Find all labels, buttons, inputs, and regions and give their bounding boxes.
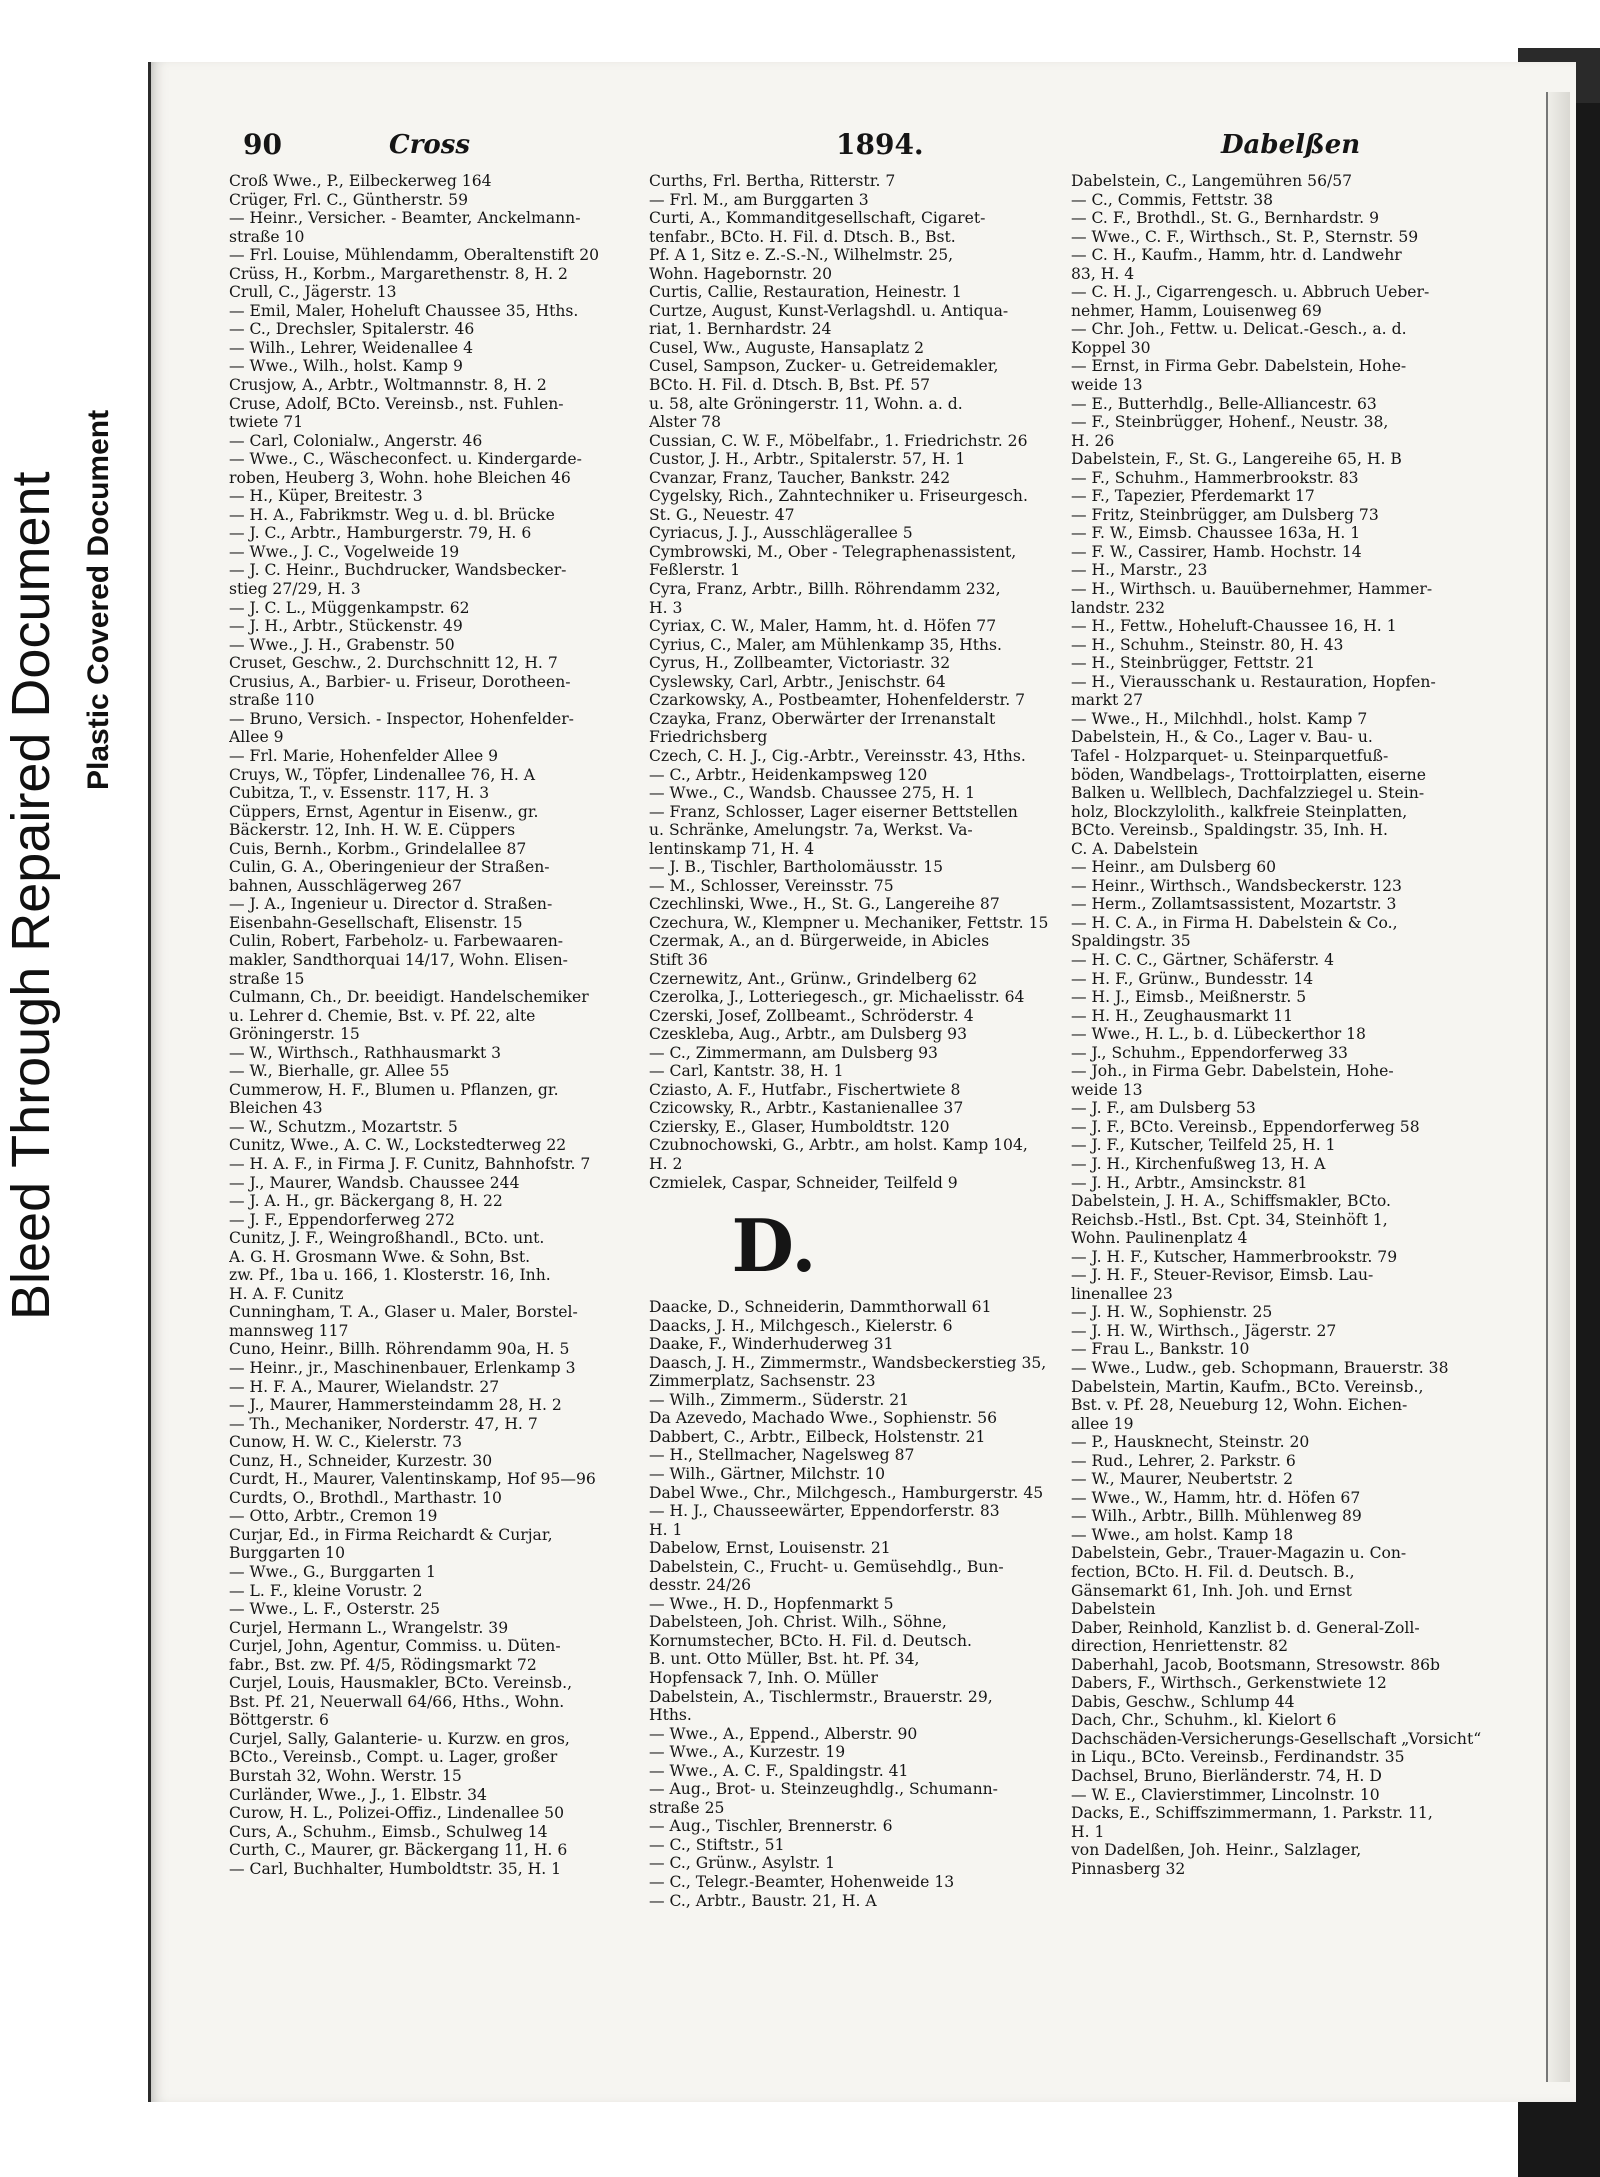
directory-entry-line: Dachschäden-Versicherungs-Gesellschaft „Vorsicht“ [1071,1729,1482,1748]
directory-entry-line: — C., Drechsler, Spitalerstr. 46 [229,320,475,339]
directory-entry-line: — W., Bierhalle, gr. Allee 55 [229,1062,450,1081]
directory-entry-line: — H., Fettw., Hoheluft-Chaussee 16, H. 1 [1071,617,1397,636]
directory-entry-line: Dabelstein, Martin, Kaufm., BCto. Vereinsb., [1071,1377,1424,1396]
directory-entry-line: BCto., Vereinsb., Compt. u. Lager, großer [229,1748,558,1767]
directory-entry-line: Dabelstein [1071,1600,1156,1619]
directory-entry-line: mannsweg 117 [229,1321,349,1340]
directory-entry-line: — Otto, Arbtr., Cremon 19 [229,1507,438,1526]
directory-entry-line: nehmer, Hamm, Louisenweg 69 [1071,301,1322,320]
directory-entry-line: — Wwe., C., Wäscheconfect. u. Kindergarde- [229,450,582,469]
directory-entry-line: — J., Schuhm., Eppendorferweg 33 [1071,1043,1348,1062]
directory-entry-line: — Bruno, Versich. - Inspector, Hohenfelder- [229,709,574,728]
directory-entry-line: Friedrichsberg [649,728,768,747]
directory-entry-line: Cusel, Sampson, Zucker- u. Getreidemakler, [649,357,999,376]
directory-entry-line: — F. W., Cassirer, Hamb. Hochstr. 14 [1071,542,1362,561]
directory-entry-line: — Chr. Joh., Fettw. u. Delicat.-Gesch., a. d. [1071,320,1407,339]
directory-entry-line: Curtis, Callie, Restauration, Heinestr. 1 [649,283,962,302]
directory-entry-line: Czech, C. H. J., Cig.-Arbtr., Vereinsstr. 43, Hths. [649,746,1026,765]
directory-entry-line: — H. F., Grünw., Bundesstr. 14 [1071,969,1314,988]
directory-entry-line: Curdt, H., Maurer, Valentinskamp, Hof 95—96 [229,1470,596,1489]
directory-entry-line: Cunz, H., Schneider, Kurzestr. 30 [229,1451,493,1470]
directory-entry-line: Crüss, H., Korbm., Margarethenstr. 8, H. 2 [229,264,568,283]
directory-entry-line: H. 1 [649,1520,683,1539]
directory-entry-line: — Aug., Brot- u. Steinzeughdlg., Schumann- [649,1780,998,1799]
directory-entry-line: Cüppers, Ernst, Agentur in Eisenw., gr. [229,802,539,821]
directory-entry-line: — Ernst, in Firma Gebr. Dabelstein, Hohe- [1071,357,1407,376]
directory-entry-line: straße 15 [229,969,305,988]
directory-entry-line: — Fritz, Steinbrügger, am Dulsberg 73 [1071,505,1379,524]
directory-entry-line: 83, H. 4 [1071,264,1135,283]
directory-entry-line: — Frl. M., am Burggarten 3 [649,190,869,209]
directory-entry-line: — J., Maurer, Hammersteindamm 28, H. 2 [229,1396,562,1415]
directory-entry-line: Dabbert, C., Arbtr., Eilbeck, Holstenstr. 21 [649,1427,986,1446]
directory-entry-line: Czerski, Josef, Zollbeamt., Schröderstr. 4 [649,1006,974,1025]
directory-entry-line: Pinnasberg 32 [1071,1859,1186,1878]
directory-entry-line: Cuno, Heinr., Billh. Röhrendamm 90a, H. 5 [229,1340,570,1359]
directory-entry-line: Czechura, W., Klempner u. Mechaniker, Fettstr. 15 [649,913,1049,932]
directory-entry-line: Allee 9 [229,728,284,747]
directory-entry-line: — F., Steinbrügger, Hohenf., Neustr. 38, [1071,413,1389,432]
directory-entry-line: Dabelow, Ernst, Louisenstr. 21 [649,1539,891,1558]
directory-entry-line: Dabelstein, A., Tischlermstr., Brauerstr. 29, [649,1687,993,1706]
directory-entry-line: Crusjow, A., Arbtr., Woltmannstr. 8, H. 2 [229,376,547,395]
directory-entry-line: Cziasto, A. F., Hutfabr., Fischertwiete 8 [649,1080,961,1099]
directory-entry-line: Czmielek, Caspar, Schneider, Teilfeld 9 [649,1173,958,1192]
directory-entry-line: — J. H., Kirchenfußweg 13, H. A [1071,1154,1326,1173]
directory-entry-line: Curjel, Louis, Hausmakler, BCto. Vereinsb., [229,1674,573,1693]
directory-entry-line: H. 1 [1071,1822,1105,1841]
directory-entry-line: — J. H. W., Sophienstr. 25 [1071,1303,1273,1322]
directory-entry-line: Curtze, August, Kunst-Verlagshdl. u. Antiqua- [649,301,1009,320]
column-middle-d-entries [649,1298,1049,1910]
directory-entry-line: — Carl, Kantstr. 38, H. 1 [649,1062,844,1081]
directory-entry-line: Dabers, F., Wirthsch., Gerkenstwiete 12 [1071,1674,1387,1693]
directory-entry-line: — F., Tapezier, Pferdemarkt 17 [1071,487,1315,506]
page-header [151,128,1576,168]
header-last-entry: Dabelßen [1221,130,1361,160]
directory-entry-line: Curjel, John, Agentur, Commiss. u. Düten- [229,1637,561,1656]
directory-entry-line: — H. A., Fabrikmstr. Weg u. d. bl. Brücke [229,505,555,524]
directory-entry-line: Daasch, J. H., Zimmermstr., Wandsbeckerstieg 35, [649,1353,1047,1372]
directory-entry-line: allee 19 [1071,1414,1134,1433]
directory-entry-line: — H. J., Chausseewärter, Eppendorferstr. 83 [649,1502,1000,1521]
directory-entry-line: H. A. F. Cunitz [229,1284,344,1303]
directory-entry-line: H. 3 [649,598,683,617]
directory-entry-line: Curjel, Hermann L., Wrangelstr. 39 [229,1618,509,1637]
directory-entry-line: straße 25 [649,1798,725,1817]
directory-entry-line: Cubitza, T., v. Essenstr. 117, H. 3 [229,784,490,803]
directory-entry-line: fabr., Bst. zw. Pf. 4/5, Rödingsmarkt 72 [229,1655,537,1674]
directory-page [148,62,1576,2102]
directory-entry-line: — J. H., Arbtr., Amsinckstr. 81 [1071,1173,1308,1192]
directory-entry-line: Gänsemarkt 61, Inh. Joh. und Ernst [1071,1581,1352,1600]
directory-entry-line: — Wilh., Arbtr., Billh. Mühlenweg 89 [1071,1507,1362,1526]
directory-entry-line: Culin, Robert, Farbeholz- u. Farbewaaren- [229,932,564,951]
directory-entry-line: — J. F., am Dulsberg 53 [1071,1099,1256,1118]
directory-entry-line: Wohn. Paulinenplatz 4 [1071,1229,1248,1248]
archive-stamp-plastic-covered: Plastic Covered Document [82,409,115,790]
directory-entry-line: — H. H., Zeughausmarkt 11 [1071,1006,1294,1025]
directory-entry-line: Eisenbahn-Gesellschaft, Elisenstr. 15 [229,913,523,932]
directory-entry-line: — L. F., kleine Vorustr. 2 [229,1581,423,1600]
directory-entry-line: roben, Heuberg 3, Wohn. hohe Bleichen 46 [229,468,571,487]
directory-entry-line: — Joh., in Firma Gebr. Dabelstein, Hohe- [1071,1062,1394,1081]
section-letter-d: D. [731,1203,817,1289]
directory-entry-line: Culmann, Ch., Dr. beeidigt. Handelschemiker [229,988,589,1007]
directory-entry-line: H. 2 [649,1154,683,1173]
directory-entry-line: — W., Maurer, Neubertstr. 2 [1071,1470,1294,1489]
directory-entry-line: Bäckerstr. 12, Inh. H. W. E. Cüppers [229,821,516,840]
directory-entry-line: — H., Vierausschank u. Restauration, Hopfen- [1071,672,1436,691]
directory-entry-line: Curdts, O., Brothdl., Marthastr. 10 [229,1488,502,1507]
header-first-entry: Cross [389,130,471,160]
directory-entry-line: Cunitz, J. F., Weingroßhandl., BCto. unt. [229,1229,545,1248]
directory-entry-line: Cyriax, C. W., Maler, Hamm, ht. d. Höfen 77 [649,617,997,636]
directory-entry-line: — Heinr., am Dulsberg 60 [1071,858,1277,877]
directory-entry-line: Cunningham, T. A., Glaser u. Maler, Borstel- [229,1303,578,1322]
directory-entry-line: Reichsb.-Hstl., Bst. Cpt. 34, Steinhöft 1, [1071,1210,1388,1229]
directory-entry-line: — Carl, Buchhalter, Humboldtstr. 35, H. 1 [229,1859,562,1878]
directory-entry-line: — F. W., Eimsb. Chaussee 163a, H. 1 [1071,524,1361,543]
directory-entry-line: — Frl. Louise, Mühlendamm, Oberaltenstift 20 [229,246,600,265]
directory-entry-line: — J. H. F., Kutscher, Hammerbrookstr. 79 [1071,1247,1398,1266]
directory-entry-line: — Wwe., J. C., Vogelweide 19 [229,542,460,561]
directory-entry-line: riat, 1. Bernhardstr. 24 [649,320,832,339]
directory-entry-line: Curjar, Ed., in Firma Reichardt & Curjar, [229,1525,553,1544]
directory-entry-line: Bst. Pf. 21, Neuerwall 64/66, Hths., Wohn. [229,1692,565,1711]
column-left [229,172,619,1878]
directory-entry-line: Cyslewsky, Carl, Arbtr., Jenischstr. 64 [649,672,946,691]
directory-entry-line: fection, BCto. H. Fil. d. Deutsch. B., [1071,1563,1355,1582]
directory-entry-line: — Herm., Zollamtsassistent, Mozartstr. 3 [1071,895,1397,914]
directory-entry-line: straße 110 [229,691,315,710]
directory-entry-line: Wohn. Hagebornstr. 20 [649,264,833,283]
directory-entry-line: Curländer, Wwe., J., 1. Elbstr. 34 [229,1785,487,1804]
directory-entry-line: Czechlinski, Wwe., H., St. G., Langereihe 87 [649,895,1000,914]
directory-entry-line: Dacks, E., Schiffszimmermann, 1. Parkstr. 11, [1071,1804,1433,1823]
directory-entry-line: — W., Schutzm., Mozartstr. 5 [229,1117,458,1136]
directory-entry-line: — Wwe., C., Wandsb. Chaussee 275, H. 1 [649,784,976,803]
directory-entry-line: Koppel 30 [1071,338,1151,357]
directory-entry-line: — Wwe., H. D., Hopfenmarkt 5 [649,1594,894,1613]
directory-entry-line: — Wwe., J. H., Grabenstr. 50 [229,635,455,654]
directory-entry-line: — C. H., Kaufm., Hamm, htr. d. Landwehr [1071,246,1402,265]
directory-entry-line: Crüger, Frl. C., Güntherstr. 59 [229,190,469,209]
directory-entry-line: Feßlerstr. 1 [649,561,741,580]
directory-entry-line: Curow, H. L., Polizei-Offiz., Lindenallee 50 [229,1804,564,1823]
directory-entry-line: Czarkowsky, A., Postbeamter, Hohenfelderstr. 7 [649,691,1026,710]
directory-entry-line: — Wwe., L. F., Osterstr. 25 [229,1600,441,1619]
directory-entry-line: — J. F., Kutscher, Teilfeld 25, H. 1 [1071,1136,1336,1155]
directory-entry-line: — J. F., Eppendorferweg 272 [229,1210,455,1229]
directory-entry-line: — F., Schuhm., Hammerbrookstr. 83 [1071,468,1359,487]
directory-entry-line: Czicowsky, R., Arbtr., Kastanienallee 37 [649,1099,964,1118]
directory-entry-line: Czeskleba, Aug., Arbtr., am Dulsberg 93 [649,1025,967,1044]
directory-entry-line: Daake, F., Winderhuderweg 31 [649,1335,894,1354]
directory-entry-line: — Carl, Colonialw., Angerstr. 46 [229,431,483,450]
directory-entry-line: — Wwe., H. L., b. d. Lübeckerthor 18 [1071,1025,1366,1044]
directory-entry-line: BCto. H. Fil. d. Dtsch. B, Bst. Pf. 57 [649,376,931,395]
column-middle-c-entries [649,172,1049,1192]
archive-stamp-bleed-repaired: Bleed Through Repaired Document [1,471,61,1320]
directory-entry-line: Cyrius, C., Maler, am Mühlenkamp 35, Hths. [649,635,1002,654]
directory-entry-line: — Heinr., Versicher. - Beamter, Anckelmann- [229,209,581,228]
directory-entry-line: — M., Schlosser, Vereinsstr. 75 [649,876,894,895]
directory-entry-line: Dabelstein, H., & Co., Lager v. Bau- u. [1071,728,1373,747]
directory-entry-line: — C., Grünw., Asylstr. 1 [649,1854,836,1873]
directory-entry-line: Cymbrowski, M., Ober - Telegraphenassistent, [649,542,1017,561]
directory-entry-line: — Heinr., Wirthsch., Wandsbeckerstr. 123 [1071,876,1402,895]
directory-entry-line: — H., Wirthsch. u. Bauübernehmer, Hammer- [1071,580,1433,599]
directory-entry-line: — Wwe., Ludw., geb. Schopmann, Brauerstr. 38 [1071,1359,1449,1377]
directory-entry-line: in Liqu., BCto. Vereinsb., Ferdinandstr. 35 [1071,1748,1405,1767]
directory-entry-line: Curths, Frl. Bertha, Ritterstr. 7 [649,172,896,190]
directory-entry-line: Pf. A 1, Sitz e. Z.-S.-N., Wilhelmstr. 25, [649,246,954,265]
directory-entry-line: Czerolka, J., Lotteriegesch., gr. Michaelisstr. 64 [649,988,1025,1007]
directory-entry-line: Cruys, W., Töpfer, Lindenallee 76, H. A [229,765,536,784]
page-fold [1546,92,1570,2082]
directory-entry-line: — Wwe., am holst. Kamp 18 [1071,1525,1294,1544]
directory-entry-line: — J. C. Heinr., Buchdrucker, Wandsbecker- [229,561,567,580]
directory-entry-line: Daberhahl, Jacob, Bootsmann, Stresowstr. 86b [1071,1655,1441,1674]
directory-entry-line: H. 26 [1071,431,1115,450]
directory-entry-line: — Wwe., A., Eppend., Alberstr. 90 [649,1724,918,1743]
directory-entry-line: weide 13 [1071,1080,1143,1099]
directory-entry-line: Cuis, Bernh., Korbm., Grindelallee 87 [229,839,527,858]
directory-entry-line: Cusel, Ww., Auguste, Hansaplatz 2 [649,338,925,357]
column-middle [649,172,1049,1910]
directory-entry-line: — Wwe., A., Kurzestr. 19 [649,1743,846,1762]
directory-entry-line: — J., Maurer, Wandsb. Chaussee 244 [229,1173,520,1192]
directory-entry-line: Kornumstecher, BCto. H. Fil. d. Deutsch. [649,1631,972,1650]
directory-entry-line: — J. F., BCto. Vereinsb., Eppendorferweg 58 [1071,1117,1420,1136]
directory-entry-line: — Heinr., jr., Maschinenbauer, Erlenkamp 3 [229,1359,576,1377]
directory-entry-line: Alster 78 [649,413,721,432]
directory-entry-line: — Frl. Marie, Hohenfelder Allee 9 [229,746,499,765]
directory-entry-line: St. G., Neuestr. 47 [649,505,795,524]
directory-entry-line: — E., Butterhdlg., Belle-Alliancestr. 63 [1071,394,1377,413]
directory-entry-line: — P., Hausknecht, Steinstr. 20 [1071,1433,1310,1452]
directory-entry-line: landstr. 232 [1071,598,1165,617]
column-right [1071,172,1496,1878]
directory-entry-line: u. Lehrer d. Chemie, Bst. v. Pf. 22, alte [229,1006,536,1025]
directory-entry-line: — J. H. W., Wirthsch., Jägerstr. 27 [1071,1321,1337,1340]
directory-entry-line: BCto. Vereinsb., Spaldingstr. 35, Inh. H. [1071,821,1388,840]
directory-entry-line: Dabelstein, Gebr., Trauer-Magazin u. Con- [1071,1544,1407,1563]
directory-entry-line: — C. H. J., Cigarrengesch. u. Abbruch Ueber- [1071,283,1430,302]
directory-entry-line: direction, Henriettenstr. 82 [1071,1637,1289,1656]
directory-entry-line: Bst. v. Pf. 28, Neueburg 12, Wohn. Eichen- [1071,1396,1408,1415]
directory-entry-line: linenallee 23 [1071,1284,1173,1303]
directory-entry-line: Da Azevedo, Machado Wwe., Sophienstr. 56 [649,1409,998,1428]
directory-entry-line: Czubnochowski, G., Arbtr., am holst. Kamp 104, [649,1136,1028,1155]
directory-entry-line: Cyrus, H., Zollbeamter, Victoriastr. 32 [649,654,951,673]
directory-entry-line: zw. Pf., 1ba u. 166, 1. Klosterstr. 16, Inh. [229,1266,551,1285]
directory-entry-line: — C., Telegr.-Beamter, Hohenweide 13 [649,1873,955,1892]
directory-entry-line: — W. E., Clavierstimmer, Lincolnstr. 10 [1071,1785,1380,1804]
directory-entry-line: Daacks, J. H., Milchgesch., Kielerstr. 6 [649,1316,953,1335]
directory-entry-line: B. unt. Otto Müller, Bst. ht. Pf. 34, [649,1650,920,1669]
directory-entry-line: Stift 36 [649,950,708,969]
directory-entry-line: u. 58, alte Gröningerstr. 11, Wohn. a. d. [649,394,963,413]
directory-entry-line: stieg 27/29, H. 3 [229,580,361,599]
directory-entry-line: — Franz, Schlosser, Lager eiserner Bettstellen [649,802,1018,821]
page-number: 90 [243,128,282,161]
directory-entry-line: — C. F., Brothdl., St. G., Bernhardstr. 9 [1071,209,1379,228]
directory-entry-line: Böttgerstr. 6 [229,1711,329,1730]
directory-entry-line: Culin, G. A., Oberingenieur der Straßen- [229,858,550,877]
directory-entry-line: Dachsel, Bruno, Bierländerstr. 74, H. D [1071,1767,1382,1786]
directory-entry-line: Cyra, Franz, Arbtr., Billh. Röhrendamm 232, [649,580,1001,599]
directory-entry-line: Czermak, A., an d. Bürgerweide, in Abicles [649,932,990,951]
directory-entry-line: — Wilh., Lehrer, Weidenallee 4 [229,338,473,357]
directory-entry-line: — J. C. L., Müggenkampstr. 62 [229,598,470,617]
directory-entry-line: Cyriacus, J. J., Ausschlägerallee 5 [649,524,913,543]
directory-entry-line: Cunow, H. W. C., Kielerstr. 73 [229,1433,463,1452]
directory-entry-line: — H. C. C., Gärtner, Schäferstr. 4 [1071,950,1335,969]
directory-entry-line: Curjel, Sally, Galanterie- u. Kurzw. en gros, [229,1729,570,1748]
directory-entry-line: tenfabr., BCto. H. Fil. d. Dtsch. B., Bst. [649,227,956,246]
directory-entry-line: Dach, Chr., Schuhm., kl. Kielort 6 [1071,1711,1337,1730]
directory-entry-line: — J. C., Arbtr., Hamburgerstr. 79, H. 6 [229,524,532,543]
directory-entry-line: Cygelsky, Rich., Zahntechniker u. Friseurgesch. [649,487,1028,506]
directory-entry-line: — H. A. F., in Firma J. F. Cunitz, Bahnhofstr. 7 [229,1154,591,1173]
directory-entry-line: Curti, A., Kommanditgesellschaft, Cigaret- [649,209,986,228]
directory-entry-line: von Dadelßen, Joh. Heinr., Salzlager, [1071,1841,1362,1860]
directory-entry-line: — Wwe., W., Hamm, htr. d. Höfen 67 [1071,1488,1361,1507]
directory-entry-line: — Th., Mechaniker, Norderstr. 47, H. 7 [229,1414,538,1433]
directory-entry-line: — H. C. A., in Firma H. Dabelstein & Co., [1071,913,1398,932]
directory-entry-line: Daber, Reinhold, Kanzlist b. d. General-Zoll- [1071,1618,1420,1637]
directory-entry-line: — Rud., Lehrer, 2. Parkstr. 6 [1071,1451,1296,1470]
directory-entry-line: Zimmerplatz, Sachsenstr. 23 [649,1372,876,1391]
header-year: 1894. [836,128,924,161]
directory-entry-line: Hopfensack 7, Inh. O. Müller [649,1669,878,1688]
directory-entry-line: holz, Blockzylolith., kalkfreie Steinplatten, [1071,802,1408,821]
directory-entry-line: — Wwe., C. F., Wirthsch., St. P., Sternstr. 59 [1071,227,1419,246]
directory-entry-line: — J. A., Ingenieur u. Director d. Straßen- [229,895,553,914]
directory-entry-line: — H., Stellmacher, Nagelsweg 87 [649,1446,915,1465]
directory-entry-line: — J. H., Arbtr., Stückenstr. 49 [229,617,463,636]
directory-entry-line: Crusius, A., Barbier- u. Friseur, Dorotheen- [229,672,571,691]
directory-entry-line: — H., Marstr., 23 [1071,561,1208,580]
directory-entry-line: straße 10 [229,227,305,246]
directory-entry-line: — Wwe., G., Burggarten 1 [229,1563,436,1582]
directory-entry-line: Burggarten 10 [229,1544,346,1563]
directory-entry-line: lentinskamp 71, H. 4 [649,839,815,858]
directory-entry-line: — Wwe., A. C. F., Spaldingstr. 41 [649,1761,909,1780]
directory-entry-line: — J. A. H., gr. Bäckergang 8, H. 22 [229,1192,503,1211]
directory-entry-line: — C., Commis, Fettstr. 38 [1071,190,1274,209]
directory-entry-line: — C., Arbtr., Heidenkampsweg 120 [649,765,928,784]
directory-entry-line: Cruset, Geschw., 2. Durchschnitt 12, H. 7 [229,654,558,673]
directory-entry-line: — Wilh., Zimmerm., Süderstr. 21 [649,1390,910,1409]
directory-entry-line: — H. J., Eimsb., Meißnerstr. 5 [1071,988,1307,1007]
directory-entry-line: Curs, A., Schuhm., Eimsb., Schulweg 14 [229,1822,548,1841]
directory-entry-line: — H., Steinbrügger, Fettstr. 21 [1071,654,1316,673]
directory-entry-line: Gröningerstr. 15 [229,1025,360,1044]
directory-entry-line: Spaldingstr. 35 [1071,932,1191,951]
directory-entry-line: Daacke, D., Schneiderin, Dammthorwall 61 [649,1298,992,1317]
directory-entry-line: Cussian, C. W. F., Möbelfabr., 1. Friedrichstr. 26 [649,431,1028,450]
directory-entry-line: Dabis, Geschw., Schlump 44 [1071,1692,1295,1711]
directory-entry-line: Dabelstein, F., St. G., Langereihe 65, H. B [1071,450,1402,469]
directory-entry-line: Dabelsteen, Joh. Christ. Wilh., Söhne, [649,1613,947,1632]
directory-entry-line: bahnen, Ausschlägerweg 267 [229,876,462,895]
directory-entry-line: Cummerow, H. F., Blumen u. Pflanzen, gr. [229,1080,559,1099]
directory-entry-line: — C., Arbtr., Baustr. 21, H. A [649,1891,877,1910]
directory-entry-line: — W., Wirthsch., Rathhausmarkt 3 [229,1043,502,1062]
directory-entry-line: — Wilh., Gärtner, Milchstr. 10 [649,1465,886,1483]
directory-entry-line: Dabelstein, C., Langemühren 56/57 [1071,172,1353,190]
directory-entry-line: böden, Wandbelags-, Trottoirplatten, eiserne [1071,765,1426,784]
directory-entry-line: Bleichen 43 [229,1099,323,1118]
directory-entry-line: makler, Sandthorquai 14/17, Wohn. Elisen- [229,950,568,969]
directory-entry-line: — J. B., Tischler, Bartholomäusstr. 15 [649,858,944,877]
directory-entry-line: — Frau L., Bankstr. 10 [1071,1340,1250,1359]
directory-entry-line: — H., Küper, Breitestr. 3 [229,487,423,506]
directory-entry-line: A. G. H. Grosmann Wwe. & Sohn, Bst. [229,1247,531,1266]
directory-entry-line: Cunitz, Wwe., A. C. W., Lockstedterweg 22 [229,1136,567,1155]
directory-entry-line: Custor, J. H., Arbtr., Spitalerstr. 57, H. 1 [649,450,966,469]
directory-entry-line: Dabel Wwe., Chr., Milchgesch., Hamburgerstr. 45 [649,1483,1044,1502]
directory-entry-line: — H., Schuhm., Steinstr. 80, H. 43 [1071,635,1344,654]
directory-entry-line: Tafel - Holzparquet- u. Steinparquetfuß- [1071,746,1389,765]
directory-entry-line: twiete 71 [229,413,304,432]
directory-entry-line: Czayka, Franz, Oberwärter der Irrenanstalt [649,709,996,728]
directory-entry-line: markt 27 [1071,691,1144,710]
directory-entry-line: — C., Zimmermann, am Dulsberg 93 [649,1043,938,1062]
directory-entry-line: — Wwe., H., Milchhdl., holst. Kamp 7 [1071,709,1368,728]
directory-entry-line: C. A. Dabelstein [1071,839,1198,858]
directory-entry-line: weide 13 [1071,376,1143,395]
directory-entry-line: — C., Stiftstr., 51 [649,1835,785,1854]
directory-entry-line: u. Schränke, Amelungstr. 7a, Werkst. Va- [649,821,973,840]
directory-entry-line: Dabelstein, C., Frucht- u. Gemüsehdlg., Bun- [649,1557,1004,1576]
directory-entry-line: Dabelstein, J. H. A., Schiffsmakler, BCto. [1071,1192,1391,1211]
directory-entry-line: — Aug., Tischler, Brennerstr. 6 [649,1817,893,1836]
directory-entry-line: Balken u. Wellblech, Dachfalzziegel u. Stein- [1071,784,1425,803]
directory-entry-line: Burstah 32, Wohn. Werstr. 15 [229,1767,462,1786]
directory-entry-line: desstr. 24/26 [649,1576,752,1595]
directory-entry-line: Cruse, Adolf, BCto. Vereinsb., nst. Fuhlen- [229,394,564,413]
directory-entry-line: — H. F. A., Maurer, Wielandstr. 27 [229,1377,500,1396]
directory-entry-line: Croß Wwe., P., Eilbeckerweg 164 [229,172,492,190]
directory-entry-line: Cvanzar, Franz, Taucher, Bankstr. 242 [649,468,951,487]
directory-entry-line: — Emil, Maler, Hoheluft Chaussee 35, Hths. [229,301,579,320]
directory-entry-line: Crull, C., Jägerstr. 13 [229,283,397,302]
directory-entry-line: Hths. [649,1706,692,1725]
directory-entry-line: — J. H. F., Steuer-Revisor, Eimsb. Lau- [1071,1266,1374,1285]
directory-entry-line: Curth, C., Maurer, gr. Bäckergang 11, H. 6 [229,1841,568,1860]
directory-entry-line: Czernewitz, Ant., Grünw., Grindelberg 62 [649,969,978,988]
directory-entry-line: Cziersky, E., Glaser, Humboldtstr. 120 [649,1117,950,1136]
directory-entry-line: — Wwe., Wilh., holst. Kamp 9 [229,357,463,376]
